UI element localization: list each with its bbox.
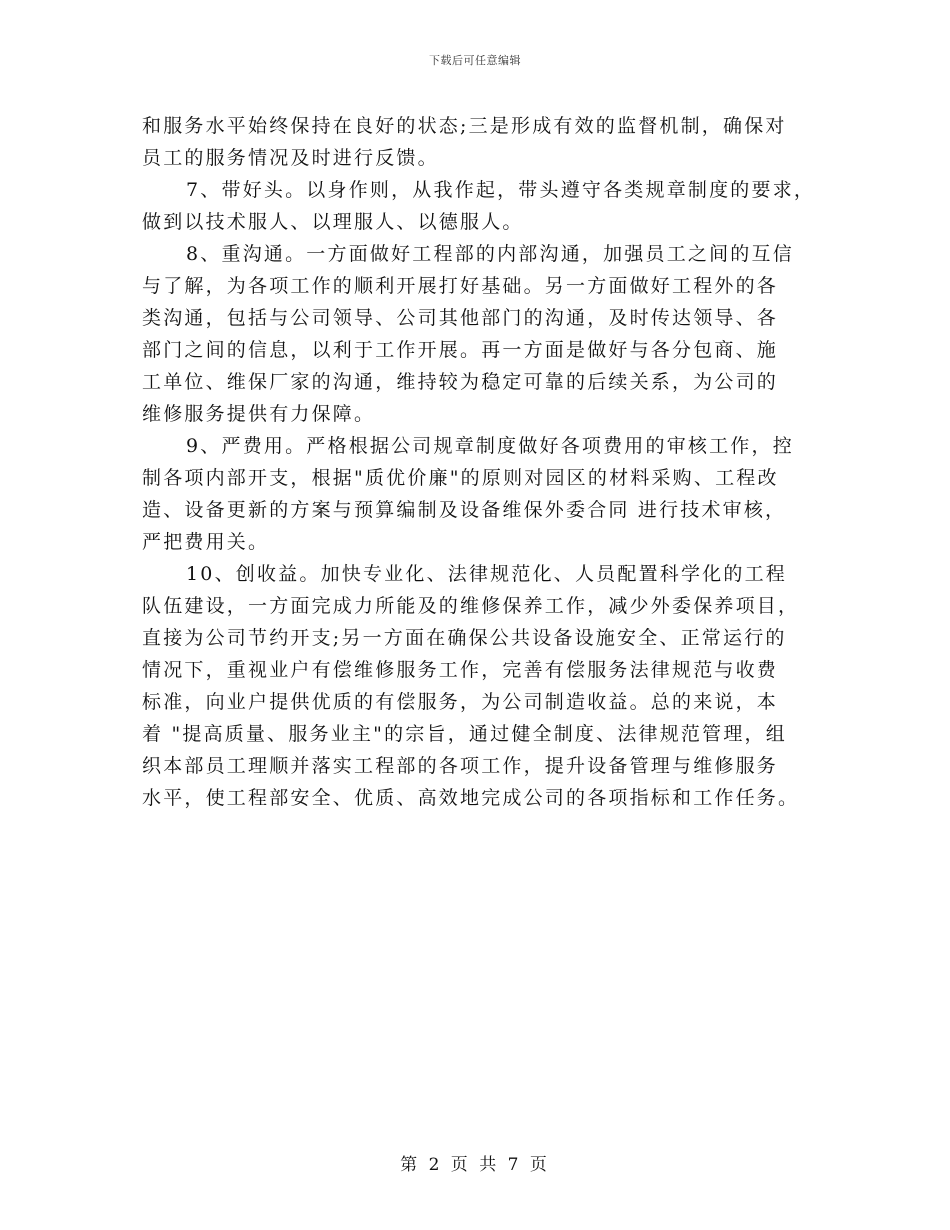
- text-line: 和服务水平始终保持在良好的状态;三是形成有效的监督机制，确保对: [142, 115, 787, 137]
- text-line: 类沟通，包括与公司领导、公司其他部门的沟通，及时传达领导、各: [142, 307, 779, 329]
- text-line: 队伍建设，一方面完成力所能及的维修保养工作，减少外委保养项目，: [142, 595, 800, 617]
- text-line: 制各项内部开支，根据"质优价廉"的原则对园区的材料采购、工程改: [142, 467, 779, 489]
- text-line: 9、严费用。严格根据公司规章制度做好各项费用的审核工作，控: [186, 435, 794, 457]
- text-line: 织本部员工理顺并落实工程部的各项工作，提升设备管理与维修服务: [142, 755, 779, 777]
- text-line: 标准，向业户提供优质的有偿服务，为公司制造收益。总的来说，本: [142, 691, 779, 713]
- text-line: 8、重沟通。一方面做好工程部的内部沟通，加强员工之间的互信: [186, 243, 794, 265]
- text-line: 着 "提高质量、服务业主"的宗旨，通过健全制度、法律规范管理，组: [142, 723, 787, 745]
- page-number: 第 2 页 共 7 页: [400, 1155, 550, 1175]
- text-line: 情况下，重视业户有偿维修服务工作，完善有偿服务法律规范与收费: [142, 659, 779, 681]
- text-line: 维修服务提供有力保障。: [142, 403, 376, 425]
- text-line: 10、创收益。加快专业化、法律规范化、人员配置科学化的工程: [186, 563, 787, 585]
- document-body: [142, 110, 822, 814]
- text-line: 工单位、维保厂家的沟通，维持较为稳定可靠的后续关系，为公司的: [142, 371, 779, 393]
- text-line: 部门之间的信息，以利于工作开展。再一方面是做好与各分包商、施: [142, 339, 779, 361]
- text-line: 造、设备更新的方案与预算编制及设备维保外委合同 进行技术审核，: [142, 499, 787, 521]
- page-header-note: 下载后可任意编辑: [429, 54, 521, 67]
- text-line: 与了解，为各项工作的顺利开展打好基础。另一方面做好工程外的各: [142, 275, 779, 297]
- text-line: 员工的服务情况及时进行反馈。: [142, 147, 439, 169]
- text-line: 7、带好头。以身作则，从我作起，带头遵守各类规章制度的要求，: [186, 179, 816, 201]
- text-line: 做到以技术服人、以理服人、以德服人。: [142, 211, 524, 233]
- text-line: 水平，使工程部安全、优质、高效地完成公司的各项指标和工作任务。: [142, 787, 800, 809]
- text-line: 严把费用关。: [142, 531, 270, 553]
- text-line: 直接为公司节约开支;另一方面在确保公共设备设施安全、正常运行的: [142, 627, 787, 649]
